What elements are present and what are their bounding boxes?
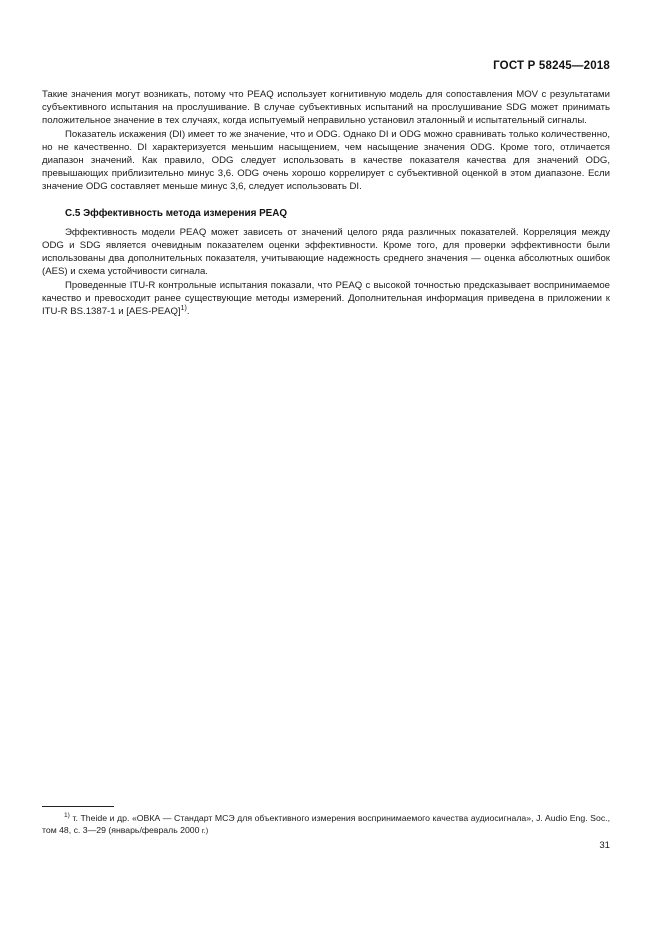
paragraph-peaq-cognitive-model: Такие значения могут возникать, потому что PEAQ использует когнитивную модель для сопоставления MOV с результатами субъективного испытания на прослушивание. В случае субъективных испытаний на прослушивание SDG может принимать положительное значение в тех случаях, когда испытуемый неправильно установил эталонный и испытательный сигналы.: [42, 89, 610, 127]
footnote-citation-text: т. Theide и др. «ОВКА — Стандарт МСЭ для объективного измерения воспринимаемого качества аудиосигнала», J. Audio Eng. Soc., том 48, с. 3—29 (январь/февраль 2000: [42, 813, 610, 836]
paragraph-itu-r-tests-tail: .: [186, 306, 190, 318]
footnote-item: [42, 812, 610, 837]
page-number: 31: [599, 840, 610, 851]
footnote-number-marker: 1): [64, 812, 70, 820]
section-heading-c5: С.5 Эффективность метода измерения PEAQ: [65, 207, 288, 219]
footnote-separator-rule: [42, 806, 114, 807]
paragraph-itu-r-tests: [42, 279, 610, 319]
footnote-area: [42, 806, 610, 837]
paragraph-distortion-index: Показатель искажения (DI) имеет то же значение, что и ODG. Однако DI и ODG можно сравнивать только количественно, но не качественно. DI характеризуется меньшим насыщением, чем насыщение значения ODG. Кроме того, отличается диапазон значений. Как правило, ODG следует использовать в качестве показателя качества для значений ODG, превышающих приблизительно минус 3,6. ODG очень хорошо коррелирует с субъективной оценкой в этом диапазоне. Если значение ODG составляет меньше минус 3,6, следует использовать DI.: [42, 128, 610, 193]
paragraph-peaq-effectiveness: Эффективность модели PEAQ может зависеть от значений целого ряда различных показателей. Корреляция между ODG и SDG является очевидным показателем оценки эффективности. Кроме того, для проверки эффективности были использованы два дополнительных показателя, учитывающие надежность среднего значения — оценка абсолютных ошибок (AES) и схема устойчивости сигнала.: [42, 226, 610, 278]
document-header-standard-number: ГОСТ Р 58245—2018: [493, 60, 610, 72]
footnote-citation-year-suffix: г.): [201, 826, 209, 836]
footnote-reference-marker[interactable]: 1): [180, 304, 187, 312]
page-body-content: [42, 88, 610, 318]
paragraph-itu-r-tests-text: Проведенные ITU-R контрольные испытания показали, что PEAQ с высокой точностью предсказывает воспринимаемое качество и превосходит ранее существующие методы измерений. Дополнительная информация приведена в приложении к ITU-R BS.1387-1 и [AES-PEAQ]: [42, 279, 610, 318]
